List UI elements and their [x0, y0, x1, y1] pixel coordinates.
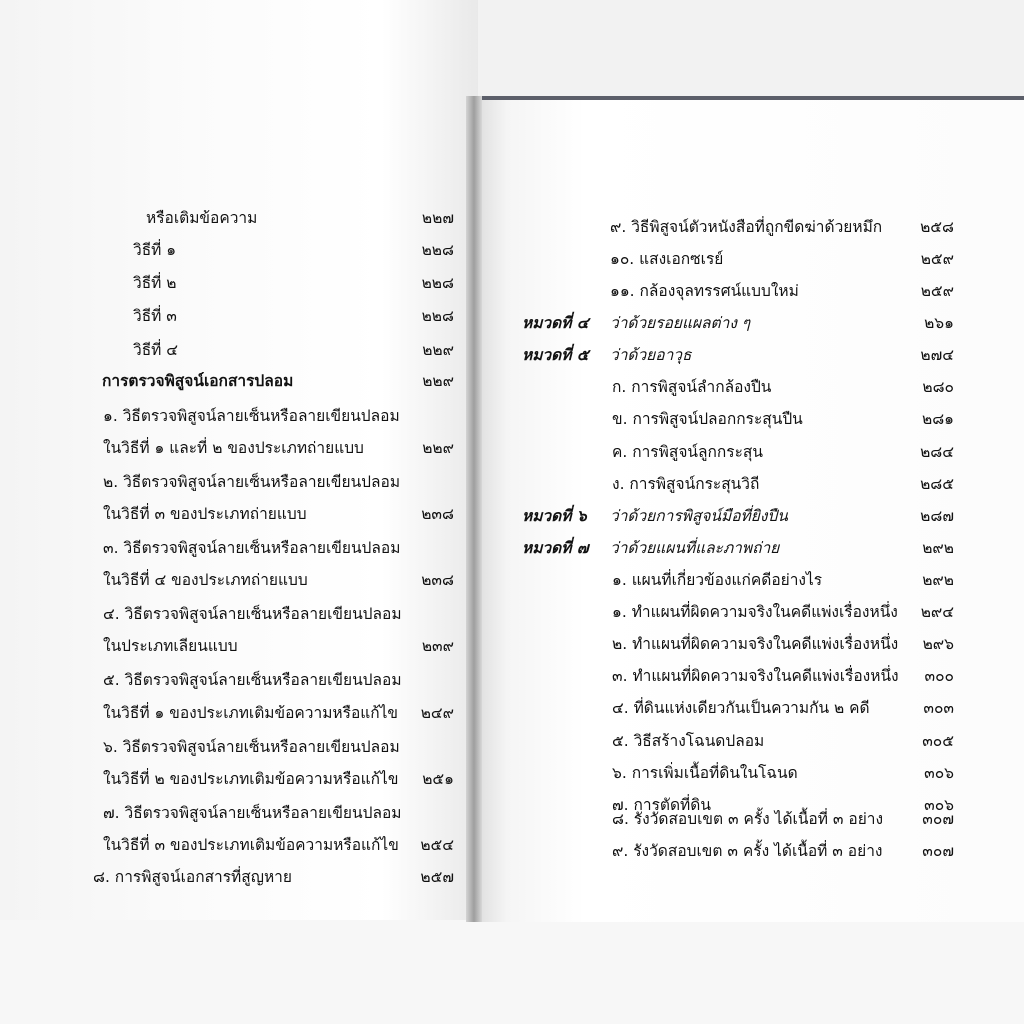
- chapter-title: ว่าด้วยอาวุธ: [610, 346, 692, 364]
- toc-entry-page: ๒๘๔: [920, 443, 954, 461]
- toc-entry-page: ๒๖๑: [924, 314, 954, 332]
- toc-entry-text: ข. การพิสูจน์ปลอกกระสุนปืน: [612, 410, 803, 428]
- chapter-label: หมวดที่ ๖: [522, 507, 587, 525]
- toc-entry-text: ๘. รังวัดสอบเขต ๓ ครั้ง ได้เนื้อที่ ๓ อย่าง: [612, 810, 884, 828]
- toc-entry-text: ง. การพิสูจน์กระสุนวิถี: [612, 475, 760, 493]
- toc-entry-text: ๑. ทำแผนที่ผิดความจริงในคดีแพ่งเรื่องหนึ่ง: [612, 603, 898, 621]
- toc-entry-text: ๔. ที่ดินแห่งเดียวกันเป็นความกัน ๒ คดี: [612, 699, 870, 717]
- toc-entry-page: ๒๘๐: [922, 378, 954, 396]
- toc-entry-text: ๗. วิธีตรวจพิสูจน์ลายเซ็นหรือลายเขียนปลอม: [103, 804, 402, 822]
- toc-entry-page: ๒๕๙: [920, 282, 954, 300]
- toc-entry-page: ๓๐๖: [924, 796, 954, 814]
- toc-entry-page: ๒๒๙: [422, 341, 454, 359]
- toc-entry-page: ๒๒๘: [421, 307, 454, 325]
- toc-entry-text: ๕. วิธีสร้างโฉนดปลอม: [612, 732, 765, 750]
- toc-entry-text: หรือเติมข้อความ: [146, 209, 258, 227]
- toc-entry-text: ๑๑. กล้องจุลทรรศน์แบบใหม่: [610, 282, 799, 300]
- toc-entry-text: ๑๐. แสงเอกซเรย์: [610, 250, 724, 268]
- toc-entry-text: ๙. รังวัดสอบเขต ๓ ครั้ง ได้เนื้อที่ ๓ อย่าง: [612, 842, 883, 860]
- toc-entry-text: ในวิธีที่ ๑ และที่ ๒ ของประเภทถ่ายแบบ: [103, 439, 364, 457]
- toc-entry-page: ๒๗๔: [920, 346, 954, 364]
- toc-entry-page: ๓๐๐: [924, 667, 954, 685]
- chapter-label: หมวดที่ ๗: [522, 539, 589, 557]
- toc-entry-text: ๑. แผนที่เกี่ยวข้องแก่คดีอย่างไร: [612, 571, 823, 589]
- toc-entry-page: ๒๓๙: [421, 637, 454, 655]
- toc-entry-page: ๓๐๖: [924, 764, 954, 782]
- toc-entry-text: ๙. วิธีพิสูจน์ตัวหนังสือที่ถูกขีดฆ่าด้วยหมึก: [610, 218, 883, 236]
- toc-entry-page: ๓๐๗: [922, 842, 954, 860]
- toc-entry-page: ๒๙๒: [922, 539, 954, 557]
- toc-entry-page: ๒๕๗: [420, 868, 454, 886]
- toc-entry-text: ค. การพิสูจน์ลูกกระสุน: [612, 443, 763, 461]
- toc-entry-page: ๒๒๘: [421, 274, 454, 292]
- toc-entry-text: ๔. วิธีตรวจพิสูจน์ลายเซ็นหรือลายเขียนปลอม: [103, 605, 402, 623]
- toc-entry-text: ๓. วิธีตรวจพิสูจน์ลายเซ็นหรือลายเขียนปลอม: [103, 539, 401, 557]
- chapter-label: หมวดที่ ๔: [522, 314, 589, 332]
- toc-entry-page: ๒๒๗: [421, 209, 454, 227]
- toc-entry-text: วิธีที่ ๔: [133, 341, 179, 359]
- toc-entry-page: ๒๘๑: [921, 410, 954, 428]
- toc-entry-page: ๒๒๘: [421, 241, 454, 259]
- toc-entry-text: ๒. ทำแผนที่ผิดความจริงในคดีแพ่งเรื่องหนึ่ง: [612, 635, 899, 653]
- toc-entry-text: ในวิธีที่ ๓ ของประเภทถ่ายแบบ: [103, 505, 307, 523]
- section-heading: การตรวจพิสูจน์เอกสารปลอม: [102, 372, 294, 390]
- toc-entry-page: ๒๒๙: [422, 439, 454, 457]
- toc-entry-text: ในวิธีที่ ๓ ของประเภทเติมข้อความหรือแก้ไข: [103, 836, 399, 854]
- toc-entry-text: วิธีที่ ๒: [133, 274, 177, 292]
- toc-entry-page: ๒๕๘: [920, 218, 954, 236]
- toc-entry-text: วิธีที่ ๑: [133, 241, 177, 259]
- toc-entry-text: ๗. การตัดที่ดิน: [612, 796, 711, 814]
- toc-entry-text: ๕. วิธีตรวจพิสูจน์ลายเซ็นหรือลายเขียนปลอม: [103, 671, 402, 689]
- book-gutter: [466, 96, 482, 922]
- chapter-title: ว่าด้วยการพิสูจน์มือที่ยิงปืน: [610, 507, 788, 525]
- toc-entry-page: ๒๙๖: [922, 635, 954, 653]
- toc-entry-text: ๑. วิธีตรวจพิสูจน์ลายเซ็นหรือลายเขียนปลอม: [103, 407, 400, 425]
- toc-entry-text: วิธีที่ ๓: [133, 307, 177, 325]
- toc-entry-page: ๒๘๕: [920, 475, 954, 493]
- toc-entry-text: ในวิธีที่ ๒ ของประเภทเติมข้อความหรือแก้ไข: [103, 770, 399, 788]
- toc-entry-text: ๖. การเพิ่มเนื้อที่ดินในโฉนด: [612, 764, 798, 782]
- toc-entry-page: ๒๒๙: [422, 372, 454, 390]
- toc-entry-text: ๖. วิธีตรวจพิสูจน์ลายเซ็นหรือลายเขียนปลอม: [103, 738, 400, 756]
- chapter-title: ว่าด้วยรอยแผลต่าง ๆ: [610, 314, 751, 332]
- toc-entry-page: ๒๘๗: [920, 507, 954, 525]
- toc-entry-page: ๓๐๓: [923, 699, 954, 717]
- toc-entry-page: ๒๓๘: [421, 571, 454, 589]
- toc-entry-page: ๒๙๒: [922, 571, 954, 589]
- toc-entry-page: ๒๙๔: [920, 603, 954, 621]
- right-book-page: [474, 100, 1024, 922]
- toc-entry-text: ในวิธีที่ ๑ ของประเภทเติมข้อความหรือแก้ไข: [103, 704, 399, 722]
- toc-entry-page: ๒๕๙: [920, 250, 954, 268]
- toc-entry-page: ๓๐๕: [922, 732, 954, 750]
- toc-entry-page: ๒๕๑: [422, 770, 454, 788]
- toc-entry-page: ๒๓๘: [421, 505, 454, 523]
- toc-entry-page: ๒๔๙: [420, 704, 454, 722]
- toc-entry-text: ในประเภทเลียนแบบ: [103, 637, 238, 655]
- toc-entry-text: ในวิธีที่ ๔ ของประเภทถ่ายแบบ: [103, 571, 308, 589]
- toc-entry-page: ๒๕๔: [420, 836, 454, 854]
- background: [0, 920, 1024, 1024]
- left-book-page: [0, 0, 478, 920]
- chapter-title: ว่าด้วยแผนที่และภาพถ่าย: [610, 539, 780, 557]
- toc-entry-text: ๘. การพิสูจน์เอกสารที่สูญหาย: [93, 868, 292, 886]
- chapter-label: หมวดที่ ๕: [522, 346, 589, 364]
- toc-entry-text: ก. การพิสูจน์ลำกล้องปืน: [612, 378, 772, 396]
- toc-entry-text: ๒. วิธีตรวจพิสูจน์ลายเซ็นหรือลายเขียนปลอม: [103, 473, 401, 491]
- toc-entry-text: ๓. ทำแผนที่ผิดความจริงในคดีแพ่งเรื่องหนึ่ง: [612, 667, 899, 685]
- toc-entry-page: ๓๐๗: [922, 810, 954, 828]
